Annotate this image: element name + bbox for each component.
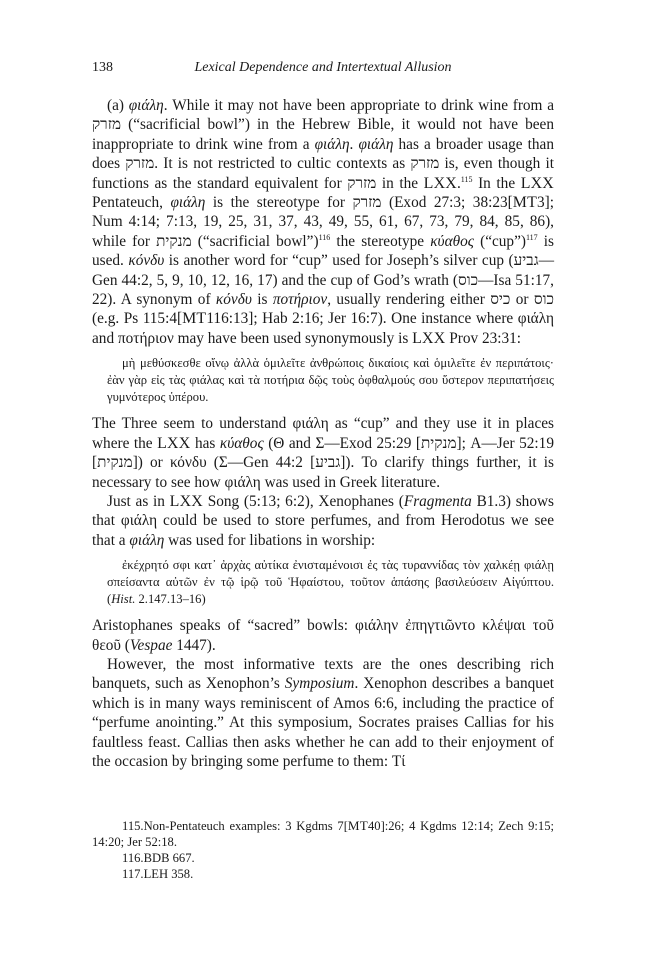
text-run: ποτήριον: [117, 329, 174, 347]
footnote-ref: 116: [318, 232, 331, 242]
text-run: could be used to store perfumes, and from Herodotus we see that a: [92, 512, 554, 549]
paragraph-banquets: [92, 655, 554, 771]
text-run: However, the most informative texts are the ones describing rich banquets, such as Xenophon’s: [92, 655, 554, 693]
footnote-text: [144, 867, 194, 881]
text-run: מזרק: [352, 194, 382, 212]
text-run: is used.: [92, 232, 554, 270]
italic-run: φιάλη: [128, 97, 164, 114]
text-run: .: [456, 174, 461, 192]
text-run: in the: [376, 174, 424, 192]
italic-run: Symposium: [284, 675, 355, 693]
block-quote-herodotus: [107, 557, 554, 608]
text-run: Prov 23:31:: [445, 329, 522, 347]
small-caps-run: LXX: [157, 434, 191, 452]
text-run: מנקית: [156, 232, 192, 250]
text-run: BDB 667.: [143, 851, 195, 865]
text-run: (“sacrificial bowl”) in the Hebrew Bible, it would not have been inappropriate to drink wine from a: [92, 116, 554, 153]
small-caps-run: MT: [182, 310, 207, 328]
footnote-text: [92, 819, 554, 849]
text-run: was used in Greek literature.: [260, 473, 441, 491]
text-run: (“sacrificial bowl”): [191, 232, 319, 250]
text-run: מזרק: [410, 155, 440, 173]
text-run: —Isa 51:17, 22). A synonym of: [92, 271, 554, 309]
italic-run: κόνδυ: [215, 291, 252, 309]
text-run: Just as in: [107, 492, 170, 510]
text-run: may have been used synonymously is: [173, 329, 413, 347]
text-run: κόνδυ: [169, 454, 207, 472]
text-run: is another word for “cup” used for Joseph’s silver cup (: [164, 252, 514, 270]
block-quote-prov: [107, 355, 554, 406]
text-run: was used for libations in worship:: [164, 531, 376, 549]
text-run: has: [190, 434, 220, 452]
italic-run: Hist.: [111, 592, 136, 607]
text-run: . It is not restricted to cultic contexts as: [154, 155, 411, 173]
text-run: has a broader usage than does: [92, 135, 554, 173]
paragraph-xenophanes: [92, 492, 554, 550]
page-header: [92, 60, 554, 82]
text-run: ]; Α—Jer 52:19 [: [92, 434, 554, 472]
footnote-ref: 117: [525, 232, 538, 242]
italic-run: κύαθος: [430, 232, 474, 250]
quote-prov-text: μὴ μεθύσκεσθε οἴνῳ ἀλλὰ ὁμιλεῖτε ἀνθρώποις δικαίοις καὶ ὁμιλεῖτε ἐν περιπάτοις· ἐὰν γὰρ εἰς τὰς φιάλας καὶ τὰ ποτήρια δῷς τοὺς ὀφθαλμούς σου ὕστερον περιπατήσεις γυμνότερος ὑπέρου.: [107, 356, 554, 405]
italic-run: φιάλη: [358, 135, 394, 153]
text-run: . Xenophon describes a banquet which is in many ways reminiscent of Amos 6:6, including the practice of “perfume anointing.” At this symposium, Socrates praises Callias for his faultless feast. Callias then asks whether he can add to their enjoyment of the occasion by bringing some perfume to them: Τί: [92, 675, 554, 770]
text-run: Pentateuch,: [92, 194, 171, 212]
text-run: φιάλην ἐπηγτιῶντο κλέψαι τοῦ θεοῦ: [92, 617, 554, 654]
page: [92, 60, 554, 771]
text-run: (Exod 27:3; 38:23[: [381, 194, 513, 212]
footnote-number: 117.: [122, 867, 144, 881]
text-run: גביע: [513, 252, 539, 270]
small-caps-run: MT: [347, 818, 368, 833]
text-run: 116:13]; Hab 2:16; Jer 16:7). One instance where: [206, 310, 518, 328]
italic-run: ποτήριον: [272, 291, 328, 309]
text-run: or: [510, 291, 534, 309]
italic-run: φιάλη: [314, 135, 350, 153]
text-run: is: [251, 291, 273, 309]
text-run: (a): [107, 97, 129, 114]
text-run: 1447).: [172, 636, 216, 654]
text-run: φιάλη: [517, 310, 554, 328]
text-run: φιάλη: [224, 473, 261, 491]
text-run: and: [92, 329, 118, 347]
text-run: is, even though it functions as the standard equivalent for: [92, 155, 554, 192]
text-run: Song (5:13; 6:2), Xenophanes (: [202, 492, 404, 510]
text-run: , usually rendering either: [327, 291, 491, 309]
text-run: מזרק: [347, 174, 377, 192]
text-run: 3]; Num 4:14; 7:13, 19, 25, 31, 37, 43, 49, 55, 61, 67, 73, 79, 84, 85, 86), while for: [92, 194, 554, 250]
body-text: [92, 96, 554, 771]
italic-run: φιάλη: [129, 531, 165, 549]
italic-run: Vespae: [129, 636, 173, 654]
text-run: Aristophanes speaks of “sacred” bowls:: [92, 617, 356, 635]
text-run: גביע: [315, 454, 341, 472]
italic-run: κόνδυ: [128, 252, 165, 270]
text-run: כוס: [533, 291, 554, 309]
text-run: In the: [472, 174, 521, 192]
text-run: φιάλη: [120, 512, 158, 530]
text-run: 2.147.13–16): [135, 592, 206, 607]
text-run: מנקית: [420, 434, 457, 452]
italic-run: φιάλη: [170, 194, 206, 212]
text-run: . While it may not have been appropriate to drink wine from a: [163, 97, 554, 114]
footnote-117: [92, 866, 554, 882]
text-run: כוס: [458, 271, 479, 289]
footnote-number: 115.: [122, 819, 144, 833]
text-run: (“cup”): [473, 232, 526, 250]
text-run: LEH 358.: [143, 867, 194, 881]
footnote-text: [144, 851, 195, 865]
footnote-number: 116.: [122, 851, 144, 865]
footnote-115: [92, 818, 554, 850]
text-run: (Σ—Gen 44:2 [: [206, 454, 316, 472]
footnote-ref: 115: [460, 174, 473, 184]
small-caps-run: LXX: [520, 174, 554, 192]
paragraph-aristophanes: [92, 616, 554, 655]
text-run: as “cup” and they use it in places where the: [92, 415, 554, 452]
italic-run: Fragmenta: [403, 492, 472, 510]
text-run: (: [120, 636, 130, 654]
page-number: 138: [92, 60, 113, 75]
text-run: The Three seem to understand: [92, 415, 293, 433]
italic-run: κύαθος: [219, 434, 264, 452]
text-run: מזרק: [125, 155, 155, 173]
text-run: ἐκέχρητό σφι κατ᾽ ἀρχὰς αὐτίκα ἐνισταμένοισι ἐς τὰς τυραννίδας τὸν χαλκέῃ φιάλῃ σπείσαντα αὐτῶν ἐν τῷ ἱρῷ τοῦ Ἡφαίστου, τοῦτον ἁπάσης βασιλεύσειν Αἰγύπτου. (: [107, 558, 554, 607]
text-run: מנקית: [97, 454, 133, 472]
paragraph-the-three: [92, 414, 554, 492]
text-run: —Gen 44:2, 5, 9, 10, 12, 16, 17) and the cup of God’s wrath (: [92, 252, 554, 289]
text-run: ]) or: [132, 454, 170, 472]
text-run: 40]:26; 4 Kgdms 12:14; Zech 9:15; 14:20; Jer 52:18.: [92, 819, 554, 849]
text-run: מזרק: [92, 116, 122, 134]
footnotes: [92, 818, 554, 882]
text-run: is the stereotype for: [205, 194, 353, 212]
text-run: כיס: [490, 291, 511, 309]
text-run: (e.g. Ps 115:4[: [92, 310, 183, 328]
text-run: Non-Pentateuch examples: 3 Kgdms 7[: [143, 819, 348, 833]
text-run: the stereotype: [330, 232, 431, 250]
text-run: ]). To clarify things further, it is necessary to see how: [92, 454, 554, 491]
text-run: φιάλη: [292, 415, 329, 433]
text-run: B1.3) shows that: [92, 492, 554, 530]
small-caps-run: LXX: [412, 329, 446, 347]
footnote-116: [92, 850, 554, 866]
small-caps-run: LXX: [169, 492, 203, 510]
small-caps-run: MT: [512, 194, 537, 212]
small-caps-run: LXX: [423, 174, 457, 192]
running-title: Lexical Dependence and Intertextual Allusion: [194, 60, 452, 75]
paragraph-phiale-intro: [92, 96, 554, 348]
text-run: (Θ and Σ—Exod 25:29 [: [263, 434, 421, 452]
quote-herodotus-text: [107, 557, 554, 608]
text-run: .: [349, 135, 359, 153]
